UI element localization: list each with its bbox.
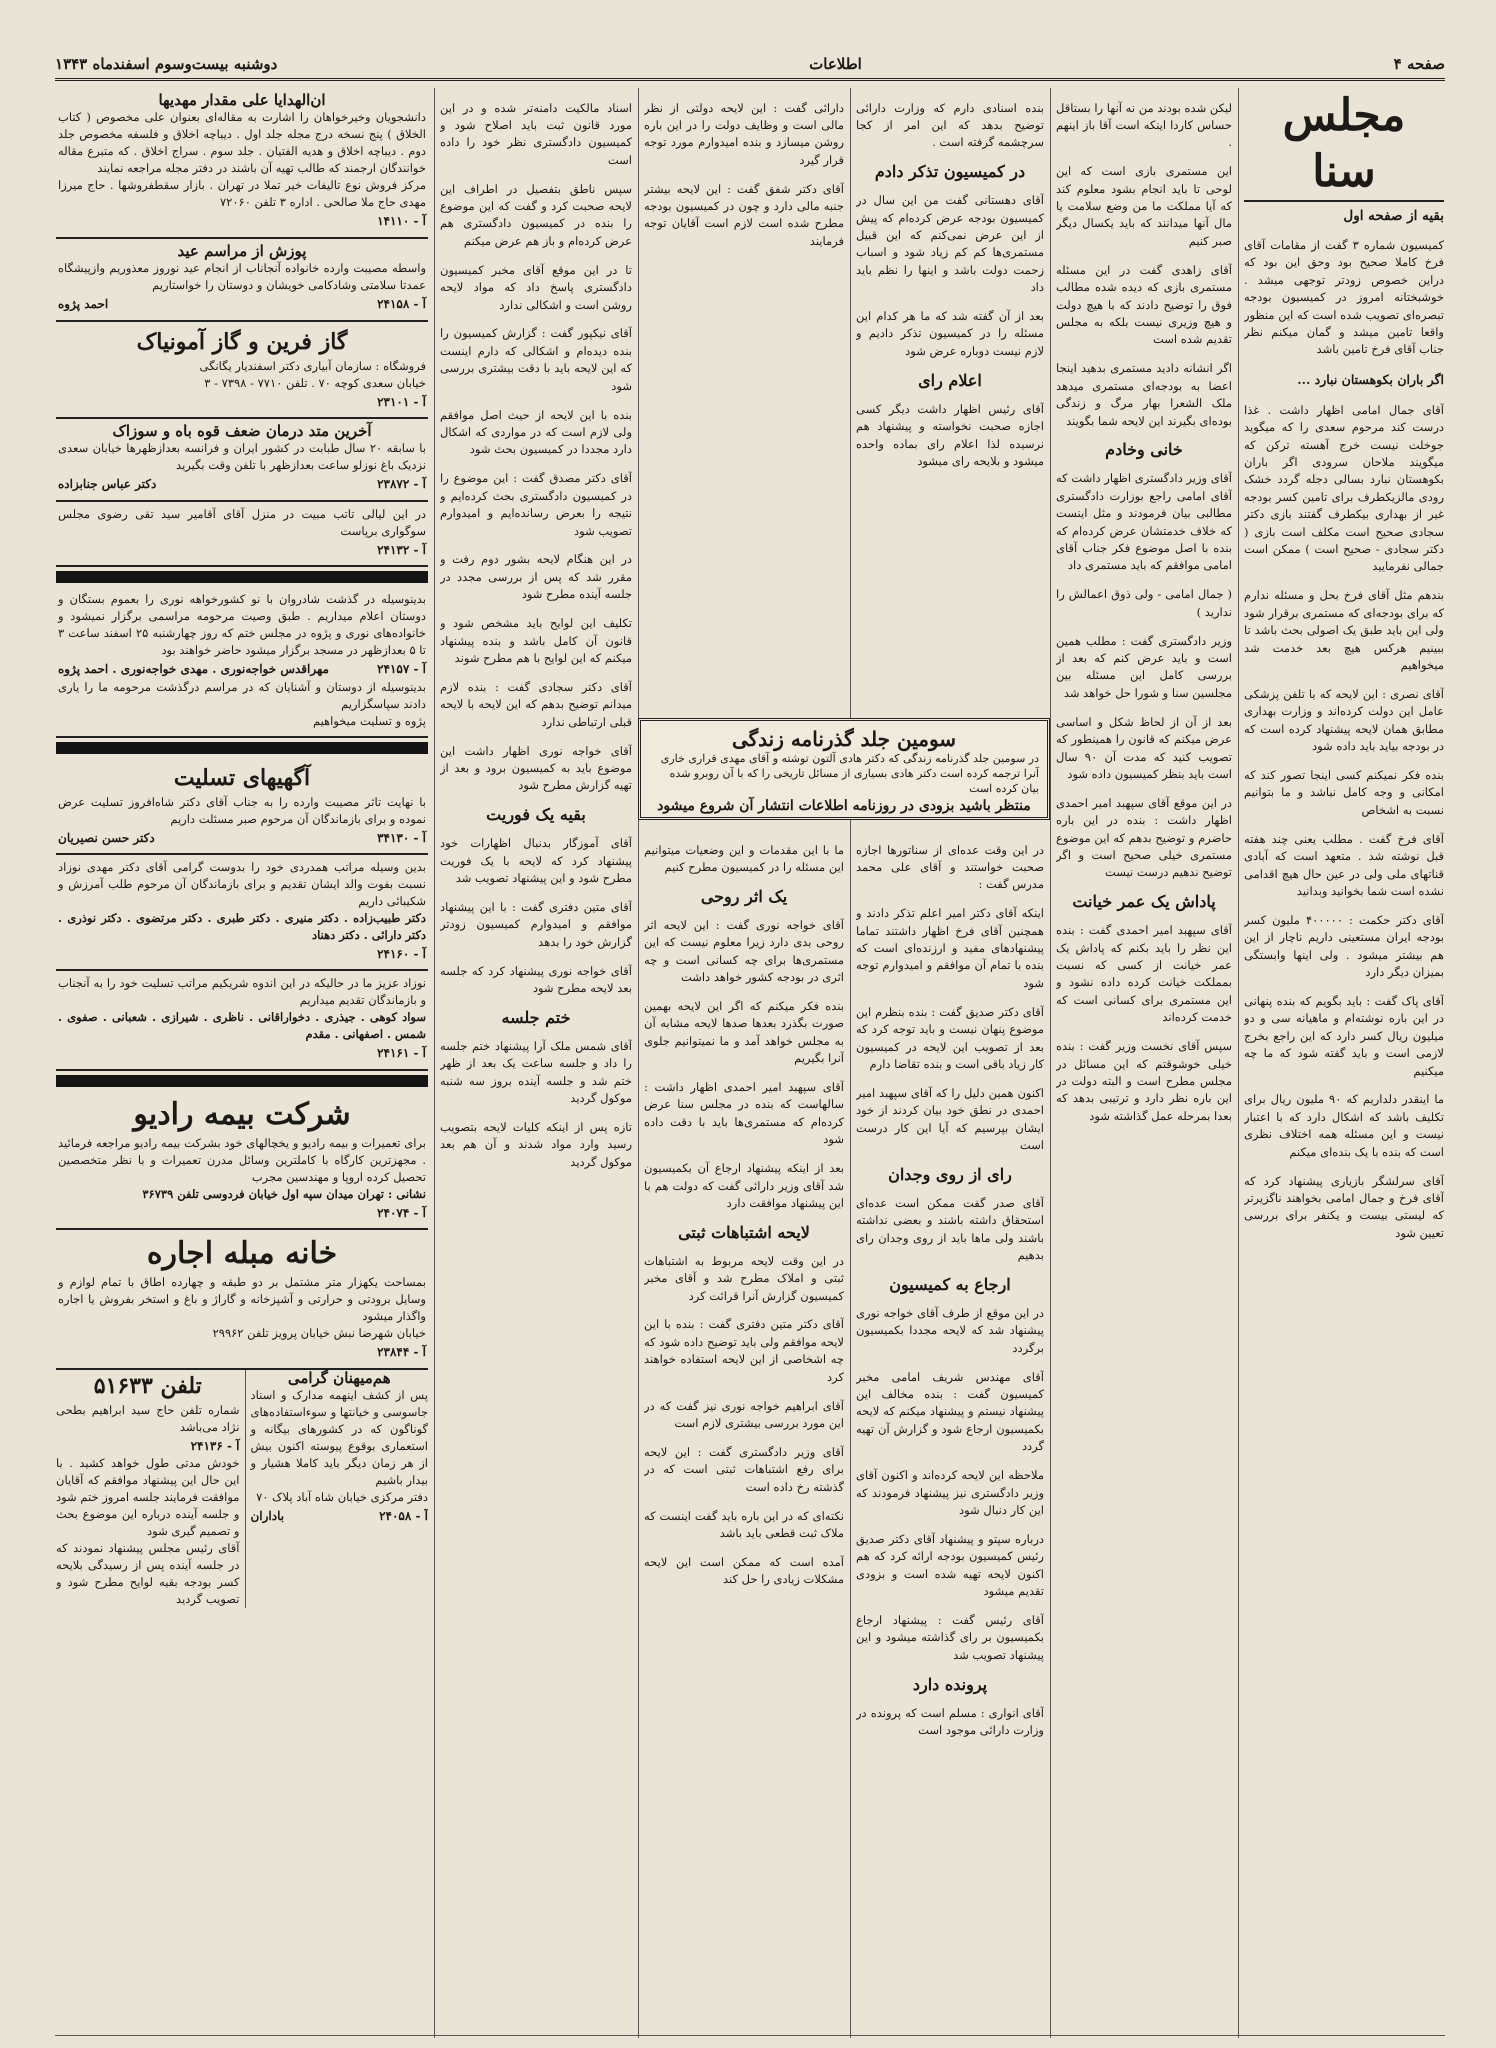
paragraph: آقای خواجه نوری گفت : این لایحه اثر روحی بدی دارد زیرا معلوم نیست که این مستمری‌ها برای چه کسانی است و چه اثری در بودجه کشور خواهد داشت — [644, 917, 844, 984]
ad-text: بدین وسیله مراتب همدردی خود را بدوست گرامی آقای دکتر مهدی نوزاد نسبت بفوت والد ایشان تقدیم و برای بازماندگان آن مرحوم طلب آمرزش و شکیبائی داریم — [58, 860, 426, 909]
paragraph: آقای صدر گفت ممکن است عده‌ای استحقاق داشته باشند و بعضی نداشته باشند ولی ماها باید از روی وجدان رای بدهیم — [856, 1195, 1044, 1263]
newspaper-name: اطلاعات — [809, 55, 862, 73]
ad-code: آ - ۲۴۱۶۱ — [377, 1046, 426, 1061]
paragraph: لیکن شده بودند من نه آنها را بستاقل حساس کاردا اینکه است آقا باز اینهم . — [1056, 100, 1232, 150]
ad-book-gift — [56, 88, 428, 239]
ad-text: پس از کشف اینهمه مدارک و اسناد جاسوسی و خیانتها و سوءاستفاده‌های گوناگون که در کشورهای بیگانه و استعماری بوقوع پیوسته اکنون بیش از هر زمان دیگر باید کاملا هشیار و بیدار باشیم — [250, 1388, 428, 1488]
paragraph: در این وقت لایحه مربوط به اشتباهات ثبتی و املاک مطرح شد و آقای مخبر کمیسیون گزارش آنرا قرائت کرد — [644, 1253, 844, 1303]
paragraph: ملاحظه این لایحه کرده‌اند و اکنون آقای وزیر دادگستری نیز پیشنهاد فرمودند که این کار دنبال شود — [856, 1468, 1044, 1517]
paragraph: آقای نیکپور گفت : گزارش کمیسیون را بنده دیده‌ام و اشکالی که دارم اینست که این لایحه باید با دقت بیشتری بررسی شود — [440, 326, 632, 393]
ad-text: بدینوسیله در گذشت شادروان با نو کشورخواهه نوری را بعموم بستگان و دوستان اعلام میداریم . طبق وصیت مرحومه مراسمی برگزار نمیشود و خانواده‌های نوری و پژوه در مجلس ختم که روز چهارشنبه ۲۵ اسفند ساعت ۳ تا ۵ بعدازظهر در مسجد برگزار میشود حاضر خواهند بود — [58, 592, 426, 658]
ad-title: پوزش از مراسم عید — [177, 241, 307, 260]
paragraph: تکلیف این لوایح باید مشخص شود و قانون آن کامل باشد و بنده پیشنهاد میکنم که این لوایح با هم مطرح شوند — [440, 616, 632, 665]
paragraph: بعد از اینکه پیشنهاد ارجاع آن بکمیسیون شد آقای وزیر دارائی گفت که دولت هم با این پیشنهاد موافقت دارد — [644, 1161, 844, 1210]
paragraph: اگر انشانه دادید مستمری بدهید اینجا اعضا به بودجه‌ای مستمری میدهد ملک الشعرا بهار مرگ و زندگی بوده‌ای بگیرند این لایحه شما بگویند — [1056, 361, 1232, 428]
ad-code: آ - ۲۴۱۵۸ — [377, 297, 426, 312]
article-column-3-bottom — [856, 830, 1044, 2038]
paragraph: آقای خواجه نوری اظهار داشت این موضوع باید به کمیسیون برود و بعد از تهیه گزارش مطرح شود — [440, 743, 632, 793]
ad-code: آ - ۲۳۸۷۲ — [377, 477, 426, 492]
ad-title: ان‌الهدایا علی مقدار مهدیها — [158, 91, 326, 109]
paragraph: تازه پس از اینکه کلیات لایحه بتصویب رسید وارد مواد شدند و آن هم بعد موکول گردید — [440, 1120, 632, 1169]
paragraph: آقای سرلشگر بازیاری پیشنهاد کرد که آقای فرخ و جمال امامی بخواهند ناگزیرتر که لیستی بیست و یکنفر برای بررسی تعیین شود — [1244, 1173, 1444, 1240]
column-rule — [638, 88, 639, 2038]
ad-code: آ - ۲۴۱۵۷ — [377, 662, 426, 677]
paragraph: در این وقت عده‌ای از سناتورها اجازه صحبت خواستند و آقای علی محمد مدرس گفت : — [856, 842, 1044, 892]
box-text: در سومین جلد گذرنامه زندگی که دکتر هادی آلتون توشته و آقای مهدی قراری خاری آنرا ترجمه کرده است دکتر هادی بسیاری از مسائل تاریخی را که با آن روبرو شده بیان کرده است — [660, 752, 1039, 795]
paragraph: آقای دهستانی گفت من این سال در کمیسیون بودجه عرض کرده‌ام که پیش از این عرض نمی‌کنم که این قبیل مستمری‌ها کم کم زیاد شود و اسباب زحمت دولت باشد و اینها را نظم باید داد — [856, 193, 1044, 295]
paragraph: آقای رئیس گفت : پیشنهاد ارجاع بکمیسیون بر رای گذاشته میشود و این پیشنهاد تصویب شد — [856, 1613, 1044, 1662]
ad-eid-apology — [56, 239, 428, 322]
paragraph: بنده با این لایحه از حیث اصل موافقم ولی لازم است که در مواردی که اشکال دارد مجددا در کمیسیون بحث شود — [440, 407, 632, 457]
paragraph: سپس آقای نخست وزیر گفت : بنده خیلی خوشوقتم که این مسائل در مجلس مطرح است و البته دولت در این باره نظر دارد و ترتیبی بدهد که بعدا بمرحله عمل گذاشته شود — [1056, 1039, 1232, 1123]
book-announcement-box — [638, 718, 1050, 820]
box-title: سومین جلد گذرنامه زندگی — [731, 727, 957, 751]
ad-code: آ - ۲۴۰۷۴ — [377, 1205, 426, 1220]
paragraph: آقای آموزگار بدنبال اظهارات خود پیشنهاد کرد که لایحه با یک فوریت مطرح شود و این پیشنهاد تصویب شد — [440, 836, 632, 886]
paragraph: آقای فرخ گفت . مطلب یعنی چند هفته قبل نوشته شد . متعهد است که آبادی قناتهای ملی ولی در عین حال هیچ اقدامی نشده است شما بخوانید وبدانید — [1244, 831, 1444, 898]
paragraph: آقای خواجه نوری پیشنهاد کرد که جلسه بعد لایحه مطرح شود — [440, 963, 632, 996]
ad-address: خیابان سعدی کوچه ۷۰ . تلفن ۷۷۱۰ - ۷۳۹۸ - ۳ — [204, 375, 426, 390]
ad-title: آخرین متد درمان ضعف قوه باه و سوزاک — [112, 422, 372, 441]
continued-from: بقیه از صفحه اول — [1343, 208, 1444, 224]
ad-condolence-doctors — [56, 855, 428, 971]
paragraph: آقای مهندس شریف امامی مخبر کمیسیون گفت : بنده مخالف این پیشنهاد نیستم و پیشنهاد میکنم که لایحه بکمیسیون ارجاع شود و گزارش آن تهیه گردد — [856, 1369, 1044, 1454]
subheading: یک اثر روحی — [700, 886, 788, 906]
ad-mourning — [56, 502, 428, 567]
ad-text: با سابقه ۲۰ سال طبابت در کشور ایران و فرانسه بعدازظهرها خیابان سعدی نزدیک باغ نوزلو ساعت بعدازظهر با تلفن وقت بگیرید — [58, 441, 427, 473]
ad-text: دانشجویان وخیرخواهان را اشارت به مقاله‌ای بعنوان علی مخصوص ( کتاب الخلاق ) پنج نسخه درج مجله جلد اول . دیباچه اخلاق و فلسفه مخصوص جلد دوم . دیباچه اخلاق و هدیه الفتیان . جلد سوم . سراج اخلاق . که متبرع مقاله خوانندگان ارجمند که طالب تهیه آن باشند در دفتر مجله مراجعه نمایند — [58, 110, 426, 176]
paragraph: بعد از آن گفته شد که ما هر کدام این مسئله را در کمیسیون تذکر دادیم و لازم نیست دوباره عرض شود — [856, 309, 1044, 358]
paragraph: آقای رئیس اظهار داشت دیگر کسی اجازه صحبت نخواسته و پیشنهاد هم نرسیده لذا اعلام رای بماده واحده میشود و بلایحه رای میشود — [856, 401, 1044, 468]
column-rule — [434, 88, 435, 2038]
ad-address: خیابان شهرضا نبش خیابان پرویز تلفن ۲۹۹۶۲ — [212, 1326, 426, 1341]
ad-code: آ - ۳۴۱۳۰ — [377, 830, 426, 845]
subheading: خانی وخادم — [1105, 440, 1183, 460]
ad-code: آ - ۲۳۱۰۱ — [377, 394, 426, 409]
ad-text: بمساحت یکهزار متر مشتمل بر دو طبقه و چهارده اطاق با تمام لوازم و وسایل برودتی و حرارتی و آشپزخانه و گاراژ و باغ و استخر بفروش یا اجاره واگذار میشود — [58, 1275, 426, 1324]
ad-text: بدینوسیله از دوستان و آشنایان که در مراسم درگذشت مرحومه ما را یاری دادند سپاسگزاریم — [58, 679, 426, 711]
ad-signature: باداران — [250, 1509, 285, 1524]
article-column-4-bottom — [644, 830, 844, 2038]
paragraph: دارائی گفت : این لایحه دولتی از نظر مالی است و وظایف دولت را در این باره روشن میسازد و بنده امیدوارم مورد توجه قرار گیرد — [644, 100, 844, 167]
paragraph: ما اینقدر دلداریم که ۹۰ ملیون ریال برای تکلیف باشد که اشکال دارد که با اعتبار نیست و این مسئله همه اختلاف نظری است که بنده با یک بنده‌ای میکنم — [1244, 1092, 1444, 1159]
paragraph: در این موقع آقای سپهبد امیر احمدی اظهار داشت : بنده در این باره حاضرم و توضیح بدهم که این موضوع مستمری خیلی صحیح است و اگر توضیح ندهیم درست نیست — [1056, 795, 1232, 880]
paragraph: بنده فکر میکنم که اگر این لایحه بهمین صورت بگذرد بعدها صدها لایحه مشابه آن به مجلس خواهد آمد و ما نمیتوانیم جلوی آنرا بگیریم — [644, 998, 844, 1066]
paragraph: بندهم مثل آقای فرخ بحل و مسئله ندارم که برای بودجه‌ای که مستمری برقرار شود ولی این باید طبق یک اصولی بحث باشد تا ببینیم هرکس هیچ بعد خدمت شد میخواهیم — [1244, 588, 1444, 672]
paragraph: بنده فکر نمیکنم کسی اینجا تصور کند که امکانی و وجه کامل نباشد و ما بتوانیم نسبت به اشخاص — [1244, 767, 1444, 817]
article-column-5 — [440, 88, 632, 2038]
ad-text: آقای رئیس مجلس پیشنهاد نمودند که در جلسه آینده پس از رسیدگی بلایحه کسر بودجه بقیه لوایح مطرح شود و تصویب گردید — [56, 1541, 240, 1607]
ad-address: نشانی : تهران میدان سپه اول خیابان فردوسی تلفن ۳۶۷۳۹ — [142, 1186, 426, 1201]
paragraph: آقای دکتر مصدق گفت : این موضوع را در کمیسیون دادگستری بحث کرده‌ایم و نتیجه را بعرض رسانده‌ایم و امیدوارم تصویب شود — [440, 471, 632, 538]
ad-text: شماره تلفن حاج سید ابراهیم بطحی نژاد می‌باشد — [56, 1402, 240, 1434]
ad-title: هم‌میهنان گرامی — [287, 1368, 391, 1387]
ad-gas — [56, 322, 428, 419]
ad-title: گاز فرین و گاز آمونیاک — [136, 328, 348, 355]
ad-text: واسطه مصیبت وارده خانواده‌ آنجاناب از انجام عید نوروز معذوریم وازپیشگاه عمدتا سلامتی وشادکامی خویشان و دوستان را خواستاریم — [58, 261, 426, 293]
paragraph: آقای سپهبد امیر احمدی اظهار داشت : سالهاست که بنده در مجلس سنا عرض کرده‌ام که مستمری‌ها باید با دقت داده شود — [644, 1079, 844, 1147]
article-column-2 — [1056, 88, 1232, 2038]
paragraph: بنده اسنادی دارم که وزارت دارائی توضیح بدهد که این امر از کجا سرچشمه گرفته است . — [856, 100, 1044, 150]
subheading: اعلام رای — [918, 370, 982, 390]
ad-text: نوزاد عزیز ما در حالیکه در این اندوه شریکیم مراتب تسلیت خود را به آنجناب و بازماندگان تقدیم میداریم — [58, 976, 426, 1008]
paragraph: آقای انواری : مسلم است که پرونده در وزارت دارائی موجود است — [856, 1705, 1044, 1738]
article-headline: مجلس سنا — [1244, 88, 1444, 202]
ad-title: آگهیهای تسلیت — [173, 764, 311, 791]
bottom-ad-row — [56, 1370, 428, 1608]
paragraph: این مستمری بازی است که این لوحی تا باید انجام بشود معلوم کند که آیا مملکت ما من وضع سلامت یا مال آنها میدانند که باید یکسال دیگر صبر کنیم — [1056, 164, 1232, 248]
paragraph: آقای دکتر صدیق گفت : بنده بنظرم این موضوع پنهان نیست و باید توجه کرد که بعد از تصویب این لایحه در کمیسیون کار زیاد باقی است و بنده تقاضا دارم — [856, 1004, 1044, 1071]
ad-code: آ - ۲۴۱۶۰ — [377, 947, 426, 962]
ad-medical — [56, 419, 428, 502]
paragraph: آقای دکتر سجادی گفت : بنده لازم میدانم توضیح بدهم که این لایحه با لایحه قبلی ارتباطی ندارد — [440, 679, 632, 729]
paragraph: درباره سپتو و پیشنهاد آقای دکتر صدیق رئیس کمیسیون بودجه ارائه کرد که هم اکنون لایحه تهیه شده است و بزودی تقدیم میشود — [856, 1531, 1044, 1599]
ad-text: برای تعمیرات و بیمه رادیو و یخچالهای خود بشرکت بیمه رادیو مراجعه فرمائید . مجهزترین کارگاه با کاملترین وسائل مدرن تعمیرات و با نظر متخصصین تحصیل کرده اروپا و مهندسین مجرب — [58, 1135, 426, 1184]
ad-signature: سواد کوهی . جیذری . دخواراقانی . ناظری . شیرازی . شعبانی . صفوی . شمس . اصفهانی . مقدم — [58, 1010, 426, 1042]
paragraph: آقای دکتر متین دفتری گفت : بنده با این لایحه موافقم ولی باید توضیح داده شود که چه اشخاصی از این لایحه استفاده خواهند کرد — [644, 1317, 844, 1384]
ad-title: خانه مبله اجاره — [146, 1236, 338, 1272]
ad-furnished-house — [56, 1230, 428, 1369]
ad-signature: دکتر عباس جنابزاده — [58, 477, 157, 492]
paragraph: نکته‌ای که در این باره باید گفت اینست که ملاک ثبت قطعی باید باشد — [644, 1508, 844, 1540]
ad-title: شرکت بیمه رادیو — [133, 1096, 351, 1132]
paragraph: سپس ناطق بتفصیل در اطراف این لایحه صحبت کرد و گفت که این موضوع را بنده در کمیسیون دادگستری هم عرض کرده‌ام و باز هم عرض میکنم — [440, 181, 632, 248]
article-column-4-top — [644, 88, 844, 708]
paragraph: ( جمال امامی - ولی ذوق اعمالش را ندارید ) — [1056, 587, 1232, 619]
ad-code: آ - ۲۴۱۳۶ — [190, 1438, 240, 1453]
paragraph: وزیر دادگستری گفت : مطلب همین است و باید عرض کنم که بعد از بررسی کامل این مسئله بین مجلسین سنا و شورا حل خواهد شد — [1056, 633, 1232, 700]
paragraph: آقای پاک گفت : باید بگویم که بنده پنهانی در این باره نوشته‌ام و ماهیانه سی و دو میلیون ریال کسر دارد که این راجع بخرج لازمی است و باید گفته شود که ما چه میکنیم — [1244, 993, 1444, 1078]
subheading: رای از روی وجدان — [888, 1165, 1012, 1184]
paragraph: آقای وزیر دادگستری اظهار داشت که آقای امامی راجع بوزارت دادگستری مطالبی بیان فرمودند و مثل اینست که خلاف خدمتشان عرض کرده‌ام که بنده با اصل موضوع فکر جناب آقای امامی موافقم که باید مستمری داد — [1056, 471, 1232, 573]
ad-code: آ - ۲۳۸۴۴ — [377, 1345, 426, 1360]
ad-address: مرکز فروش نوع تالیفات خیر تملا در تهران . بازار سقطفروشها . حاج میرزا مهدی حاج ملا صالحی . اداره ۳ تلفن ۷۲۰۶۰ — [58, 178, 426, 210]
paragraph: آقای متین دفتری گفت : با این پیشنهاد موافقم و امیدوارم کمیسیون زودتر گزارش خود را بدهد — [440, 899, 632, 949]
ad-obituary — [56, 587, 428, 737]
advertisement-column — [56, 88, 428, 2038]
ad-text: با نهایت تاثر مصیبت وارده را به جناب آقای دکتر شاه‌افروز تسلیت عرض نموده و برای بازماندگان آن مرحوم صبر مسئلت داریم — [58, 794, 426, 826]
ad-condolence-colleagues — [56, 971, 428, 1070]
ad-condolence — [56, 758, 428, 855]
paragraph: اینکه آقای دکتر امیر اعلم تذکر دادند و همچنین آقای فرخ اظهار داشتند تماما پیشنهادهای مفید و ارزنده‌ای است که بنده با تمام آن موافقم و امیدوارم توجه شود — [856, 906, 1044, 990]
article-column-1 — [1244, 88, 1444, 2038]
ad-phone: تلفن ۵۱۶۳۳ — [93, 1372, 202, 1399]
article-column-3-top — [856, 88, 1044, 708]
paragraph: ما با این مقدمات و این وضعیات میتوانیم این مسئله را در کمیسیون مطرح کنیم — [644, 842, 844, 874]
ad-signature: دکتر حسن نصیریان — [58, 830, 155, 845]
page-number: صفحه ۴ — [1393, 55, 1445, 73]
subheading: پاداش یک عمر خیانت — [1072, 892, 1216, 912]
ad-code: آ - ۱۴۱۱۰ — [377, 214, 426, 229]
subheading: بقیه یک فوریت — [486, 805, 586, 825]
subheading: لایحه اشتباهات ثبتی — [678, 1222, 810, 1242]
paragraph: در این هنگام لایحه بشور دوم رفت و مقرر شد که پس از بررسی مجدد در جلسه آینده مطرح شود — [440, 552, 632, 602]
ad-code: آ - ۲۴۱۳۲ — [377, 542, 426, 557]
ad-text: در این لیالی تاتب مبیت در منزل آقای آقامیر سید تقی رضوی مجلس سوگواری برپاست — [58, 506, 426, 538]
subheading: پرونده دارد — [912, 1674, 988, 1694]
ad-signature: پژوه و تسلیت میخواهیم — [312, 713, 426, 728]
paragraph: آقای سپهبد امیر احمدی گفت : بنده این نظر را باید بکنم که پاداش یک عمر خیانت از کسی که نسبت بمملکت خیانت کرده داده نشود و این مستمری برای کسانی است که خدمت کرده‌اند — [1056, 923, 1232, 1025]
paragraph: اسناد مالکیت دامنه‌تر شده و در این مورد قانون ثبت باید اصلاح شود و کمیسیون دادگستری نظر خود را داده است — [440, 100, 632, 167]
ad-signature: دکتر طبیب‌زاده . دکتر منیری . دکتر طبری . دکتر مرتضوی . دکتر نوذری . دکتر دارائی . دکتر دهناد — [58, 911, 426, 943]
paragraph: آقای وزیر دادگستری گفت : این لایحه برای رفع اشتباهات ثبتی است که در گذشته رخ داده است — [644, 1444, 844, 1494]
issue-date: دوشنبه بیست‌وسوم اسفندماه ۱۳۴۳ — [55, 55, 278, 73]
ad-compatriots — [245, 1370, 428, 1608]
separator-band — [56, 571, 428, 583]
ad-code: آ - ۲۴۰۵۸ — [379, 1509, 428, 1524]
bottom-rule — [55, 2035, 1445, 2036]
paragraph: کمیسیون شماره ۳ گفت از مقامات آقای فرخ کاملا صحیح بود وحق این بود که دراین خصوص زودتر توجهی میشد . خوشبختانه امروز در کمیسیون بودجه تبصره‌ای تصویب شده است که این منظور واقعا تامین میشد و گمان میکنم نظر جناب آقای فرخ تامین باشد — [1244, 237, 1444, 357]
ad-signature: مهراقدس خواجه‌نوری . مهدی خواجه‌نوری . احمد پژوه — [58, 662, 329, 677]
subheading: ختم جلسه — [501, 1007, 571, 1027]
paragraph: در این موقع از طرف آقای خواجه نوری پیشنهاد شد که لایحه مجددا بکمیسیون برگردد — [856, 1305, 1044, 1355]
paragraph: آقای ابراهیم خواجه نوری نیز گفت که در این مورد بررسی بیشتری لازم است — [644, 1398, 844, 1430]
subheading: در کمیسیون تذکر دادم — [874, 162, 1026, 182]
separator-band — [56, 1075, 428, 1087]
pull-quote: اگر باران بکوهستان نبارد ... — [1297, 372, 1444, 388]
paragraph: اکنون همین دلیل را که آقای سپهبد امیر احمدی در نطق خود بیان کردند از خود ایشان بپرسیم که آیا این کار درست است — [856, 1085, 1044, 1153]
box-cta: منتظر باشید بزودی در روزنامه اطلاعات انتشار آن شروع میشود — [657, 798, 1031, 814]
ad-phone-notice — [56, 1370, 239, 1608]
paragraph: آمده است که ممکن است این لایحه مشکلات زیادی را حل کند — [644, 1554, 844, 1587]
ad-text: خودش مدتی طول خواهد کشید . با این حال این پیشنهاد موافقم که آقایان موافقت فرمایند جلسه امروز ختم شود و جلسه آینده درباره این موضوع بحث و تصمیم گیری شود — [56, 1456, 240, 1539]
separator-band — [56, 742, 428, 754]
page-header — [55, 50, 1445, 81]
paragraph: آقای جمال امامی اظهار داشت . غذا درست کند مرحوم سعدی را که میگوید جوخلت نیست خرج آهسته ترکن که میگویند ملاحان سرودی اگر باران بکوهستان نبارد بسالی دجله گردد خشک رودی مالزیکطرف برای تامین کسر بودجه غیر از بهداری بیکطرف گفتند بازی دکتر سجادی صحیح است مکلف است بازی ( دکتر سجادی - صحیح است ) ممکن است جمالی نفرمایید — [1244, 402, 1444, 574]
column-rule — [850, 88, 851, 2038]
paragraph: آقای نصری : این لایحه که با تلفن پزشکی عامل این دولت کرده‌اند و وزارت بهداری مطابق همان لایحه پیشنهاد کرده است که در بودجه بیاید باید داده شود — [1244, 686, 1444, 754]
paragraph: آقای شمس ملک آرا پیشنهاد ختم جلسه را داد و جلسه ساعت یک بعد از ظهر ختم شد و جلسه آینده بروز سه شنبه موکول گردید — [440, 1038, 632, 1106]
paragraph: آقای دکتر شفق گفت : این لایحه بیشتر جنبه مالی دارد و چون در کمیسیون بودجه مطرح شده است لازم است آقایان توجه فرمایند — [644, 181, 844, 248]
paragraph: تا در این موقع آقای مخبر کمیسیون دادگستری پاسخ داد که مواد لایحه روشن است و اشکالی ندارد — [440, 262, 632, 312]
paragraph: آقای دکتر حکمت : ۴۰۰۰۰۰ ملیون کسر بودجه ایران مستعینی داریم ناچار از این هم بیشتر میشود . ولی اینها وابستگی بمیزان دیگر دارد — [1244, 912, 1444, 980]
ad-text: فروشگاه : سازمان آبیاری دکتر اسفندیار یگانگی — [199, 358, 426, 373]
ad-radio-insurance — [56, 1091, 428, 1230]
paragraph: بعد از آن از لحاظ شکل و اساسی عرض میکنم که قانون را همینطور که تصویب کنید که مدت آن ۹۰ سال است باید بنظر کمیسیون داده شود — [1056, 714, 1232, 781]
column-rule — [1050, 88, 1051, 2038]
subheading: ارجاع به کمیسیون — [889, 1275, 1011, 1295]
column-rule — [1238, 88, 1239, 2038]
ad-signature: احمد پژوه — [58, 297, 109, 312]
paragraph: آقای زاهدی گفت در این مسئله مستمری بازی که دیده شده مطالب فوق را توضیح دادند که با هیچ دولت و هیچ وزیری نیست بلکه به مجلس تقدیم شده است — [1056, 262, 1232, 347]
ad-address: دفتر مرکزی خیابان شاه آباد پلاک ۷۰ — [256, 1490, 428, 1505]
